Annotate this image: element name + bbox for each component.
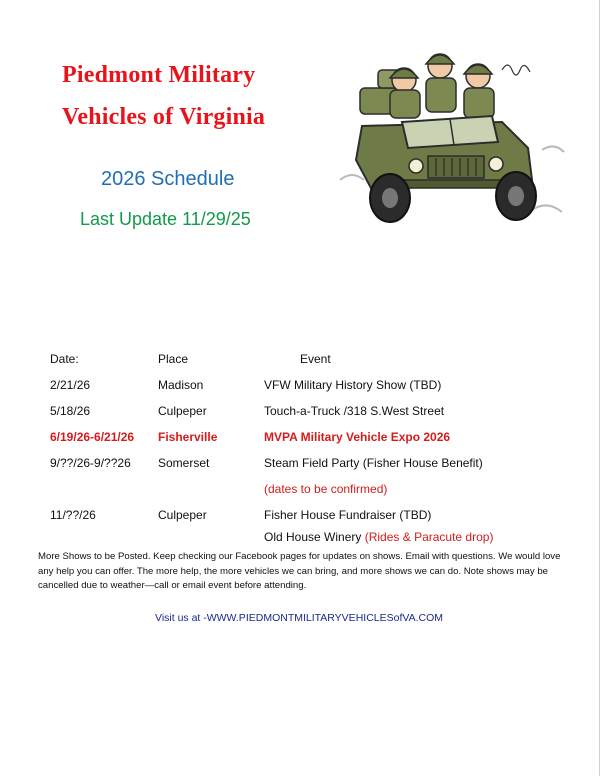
row-event-note: (dates to be confirmed) — [264, 482, 388, 496]
row-place: Culpeper — [158, 508, 207, 522]
header-place: Place — [158, 352, 189, 366]
page-title-line-2: Vehicles of Virginia — [62, 104, 266, 130]
schedule-heading: 2026 Schedule — [101, 168, 235, 190]
row-event: Fisher House Fundraiser (TBD) — [264, 508, 432, 522]
schedule-row — [0, 378, 600, 396]
row-date: 9/??/26-9/??26 — [50, 456, 131, 470]
schedule-header-row — [0, 352, 600, 370]
row-date: 6/19/26-6/21/26 — [50, 430, 135, 444]
row-date: 2/21/26 — [50, 378, 91, 392]
notes-paragraph: More Shows to be Posted. Keep checking our Facebook pages for updates on shows. Email with questions. We would love any help you can offer. The more help, the more vehicles we can bring, and more shows we can do. Note shows may be cancelled due to weather—call or email event before attending. — [38, 551, 561, 591]
artist-signature — [502, 65, 530, 75]
army-jeep-illustration — [332, 30, 570, 236]
website-link[interactable]: Visit us at -WWW.PIEDMONTMILITARYVEHICLESofVA.COM — [155, 612, 444, 624]
row-event-name: Old House Winery — [264, 530, 362, 544]
row-event — [264, 530, 493, 544]
row-event: Steam Field Party (Fisher House Benefit) — [264, 456, 483, 470]
header-date: Date: — [50, 352, 79, 366]
row-event: VFW Military History Show (TBD) — [264, 378, 442, 392]
schedule-row-note — [0, 482, 600, 500]
last-update-text: Last Update 11/29/25 — [80, 209, 251, 229]
row-event: Touch-a-Truck /318 S.West Street — [264, 404, 445, 418]
schedule-row-highlight — [0, 430, 600, 448]
soldiers — [390, 54, 494, 118]
header-event: Event — [300, 352, 331, 366]
row-place: Somerset — [158, 456, 210, 470]
row-date: 11/??/26 — [50, 508, 96, 522]
page-title-line-1: Piedmont Military — [62, 62, 256, 88]
schedule-row — [0, 508, 600, 526]
row-event: MVPA Military Vehicle Expo 2026 — [264, 430, 451, 444]
row-place: Culpeper — [158, 404, 207, 418]
row-place: Madison — [158, 378, 204, 392]
schedule-row — [0, 404, 600, 422]
row-event-extra: (Rides & Paracute drop) — [364, 530, 494, 544]
row-place: Fisherville — [158, 430, 218, 444]
schedule-row — [0, 530, 600, 548]
row-date: 5/18/26 — [50, 404, 91, 418]
schedule-row — [0, 456, 600, 474]
